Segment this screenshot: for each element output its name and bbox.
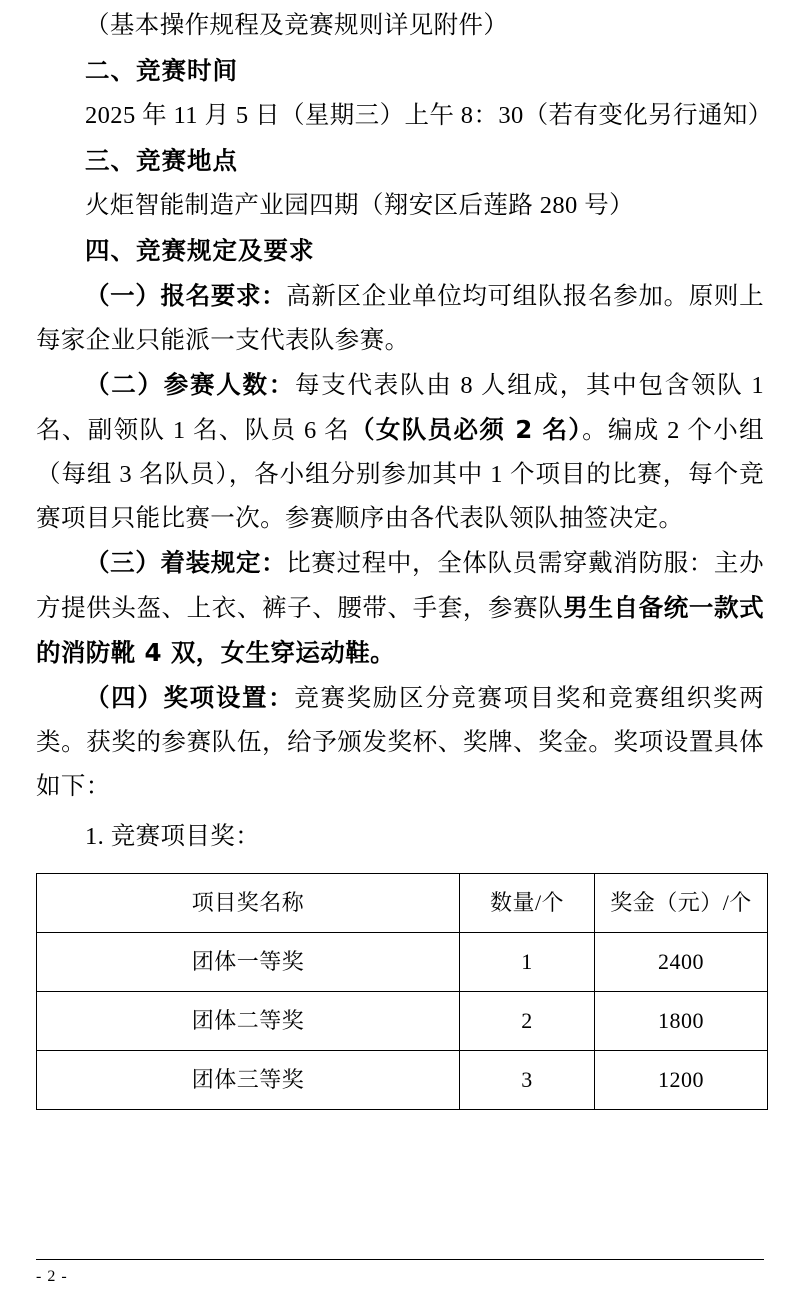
item-dress-code-text-a: 比赛过程中，全体队员需穿戴消防服：主办方提供头盔、上衣、裤子、腰带、手套，参赛队 [36, 550, 764, 622]
table-row [37, 933, 768, 992]
table-cell-quantity: 1 [460, 933, 595, 992]
table-cell-prize: 2400 [595, 933, 768, 992]
item-registration-text: 高新区企业单位均可组队报名参加。原则上每家企业只能派一支代表队参赛。 [36, 283, 764, 354]
item-team-size-bold-b: （女队员必须 2 名） [350, 415, 583, 444]
paragraph-competition-time: 2025 年 11 月 5 日（星期三）上午 8：30（若有变化另行通知） [85, 102, 773, 129]
table-cell-award-name: 团体一等奖 [37, 933, 460, 992]
table-row [37, 992, 768, 1051]
table-cell-award-name: 团体二等奖 [37, 992, 460, 1051]
item-awards-setup [36, 676, 764, 809]
footer-divider [36, 1259, 764, 1260]
table-cell-prize: 1200 [595, 1051, 768, 1110]
page-number: - 2 - [36, 1268, 68, 1285]
item-team-size-text-a: 每支代表队由 8 人组成，其中包含领队 1 名、副领队 1 名、队员 6 名 [36, 372, 765, 444]
item-awards-setup-text: 竞赛奖励区分竞赛项目奖和竞赛组织奖两类。获奖的参赛队伍，给予颁发奖杯、奖牌、奖金。奖项设置具体如下： [36, 685, 764, 800]
table-cell-prize: 1800 [595, 992, 768, 1051]
table-cell-quantity: 2 [460, 992, 595, 1051]
item-team-size [36, 363, 764, 541]
item-dress-code-bold-b: 男生自备统一款式的消防靴 4 双，女生穿运动鞋。 [36, 593, 765, 667]
item-dress-code [36, 541, 764, 676]
item-team-size-text-c: 。编成 2 个小组（每组 3 名队员），各小组分别参加其中 1 个项目的比赛，每个竞赛项目只能比赛一次。参赛顺序由各代表队领队抽签决定。 [36, 417, 764, 532]
heading-competition-place: 三、竞赛地点 [85, 146, 238, 175]
award-table [36, 873, 768, 1110]
heading-rules-and-requirements: 四、竞赛规定及要求 [85, 236, 315, 265]
item-team-size-label: （二）参赛人数： [85, 370, 296, 399]
table-row [37, 1051, 768, 1110]
paragraph-attachment-note: （基本操作规程及竞赛规则详见附件） [85, 12, 509, 39]
table-cell-award-name: 团体三等奖 [37, 1051, 460, 1110]
table-cell-quantity: 3 [460, 1051, 595, 1110]
item-registration-requirement [36, 274, 764, 363]
paragraph-competition-place: 火炬智能制造产业园四期（翔安区后莲路 280 号） [85, 192, 634, 219]
item-dress-code-label: （三）着装规定： [85, 548, 287, 577]
heading-competition-time: 二、竞赛时间 [85, 56, 238, 85]
page-footer [0, 1259, 800, 1286]
subsection-project-awards-title: 1. 竞赛项目奖： [85, 823, 261, 850]
table-header-name: 项目奖名称 [37, 874, 460, 933]
table-header-prize: 奖金（元）/个 [595, 874, 768, 933]
document-body [36, 0, 773, 1110]
item-awards-setup-label: （四）奖项设置： [85, 683, 295, 712]
item-registration-label: （一）报名要求： [85, 281, 287, 310]
table-header-quantity: 数量/个 [460, 874, 595, 933]
table-header-row [37, 874, 768, 933]
